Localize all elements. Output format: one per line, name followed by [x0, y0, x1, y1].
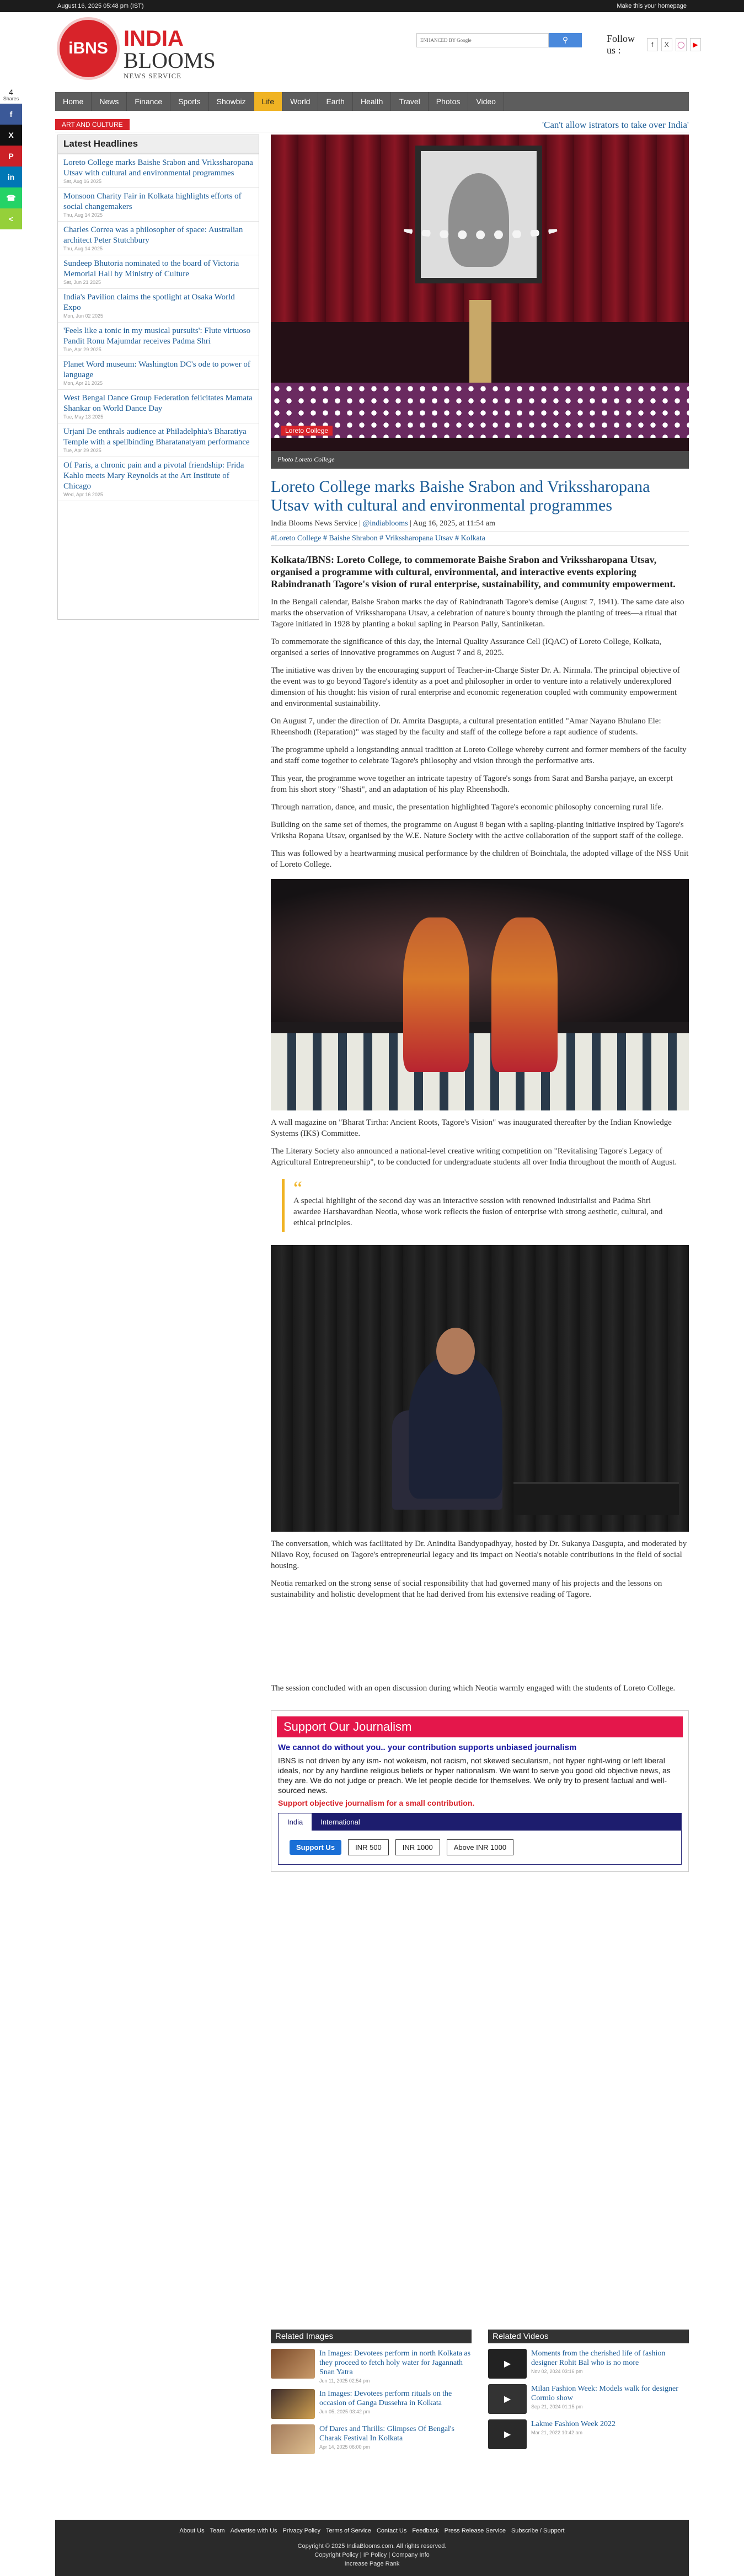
nav-item-health[interactable]: Health [353, 92, 391, 111]
headline-link[interactable]: Charles Correa was a philosopher of space: Australian architect Peter Stutchbury [63, 226, 243, 245]
payment-tabs [278, 1813, 682, 1865]
headline-date: Sat, Jun 21 2025 [63, 280, 101, 285]
closing-paragraph: The session concluded with an open discussion during which Neotia warmly engaged with the students of Loreto College. [271, 1684, 676, 1693]
article-lead: Kolkata/IBNS: Loreto College, to commemorate Baishe Srabon and Vrikssharopana Utsav, organised a programme with cultural, environmental, and interactive events exploring Rabindranath Tagore's vision of rural enterprise, sustainability, and community empowerment. [271, 554, 676, 589]
page-rank-link[interactable]: Increase Page Rank [344, 2561, 400, 2567]
dancer-left [403, 917, 469, 1072]
share-facebook-icon[interactable]: f [0, 104, 22, 125]
headline-link[interactable]: Monsoon Charity Fair in Kolkata highlights efforts of social changemakers [63, 192, 242, 211]
article-paragraph: The conversation, which was facilitated by Dr. Anindita Bandyopadhyay, hosted by Dr. Sukanya Dasgupta, and moderated by Nilavo Roy, focused on Tagore's entrepreneurial legacy and its impact on Neotia's notable contributions in the field of social housing. [271, 1539, 687, 1570]
hero-caption: Photo Loreto College [271, 451, 689, 469]
share-pinterest-icon[interactable]: P [0, 146, 22, 167]
stage-backdrop [271, 879, 689, 1022]
facebook-icon[interactable]: f [647, 38, 658, 51]
list-item[interactable] [58, 356, 259, 390]
footer-link[interactable]: Subscribe / Support [511, 2527, 565, 2534]
image-thumbnail[interactable] [271, 2389, 315, 2419]
byline-date: | Aug 16, 2025, at 11:54 am [410, 519, 495, 528]
brand-line1: INDIA [124, 26, 184, 51]
ticker-text[interactable]: 'Can't allow istrators to take over India' [542, 120, 689, 130]
headline-link[interactable]: India's Pavilion claims the spotlight at Osaka World Expo [63, 293, 235, 312]
sidebar-title: Latest Headlines [58, 135, 259, 154]
headline-date: Thu, Aug 14 2025 [63, 246, 103, 251]
headline-date: Tue, Apr 29 2025 [63, 347, 101, 352]
article-title: Loreto College marks Baishe Srabon and Vrikssharopana Utsav with cultural and environmental programmes [271, 477, 650, 514]
side-table [513, 1482, 679, 1515]
share-label: Shares [3, 96, 19, 101]
related-images-title: Related Images [271, 2330, 472, 2343]
news-ticker [55, 117, 689, 132]
footer-link[interactable]: Press Release Service [444, 2527, 506, 2534]
homepage-link[interactable]: Make this your homepage [617, 3, 687, 9]
date-text: August 16, 2025 05:48 pm (IST) [57, 3, 144, 9]
share-linkedin-icon[interactable]: in [0, 167, 22, 187]
list-item[interactable] [58, 289, 259, 323]
nav-item-life[interactable]: Life [254, 92, 283, 111]
support-body: IBNS is not driven by any ism- not wokeism, not racism, not skewed secularism, not hyper right-wing or left liberal ideals, nor by any hardline religious beliefs or hyper nationalism. We want to serve you good old objective news, as they are. We do not judge or preach. We let people decide for themselves. We only try to present factual and well-sourced news. [278, 1756, 671, 1795]
related-item[interactable] [271, 2389, 472, 2419]
amount-above-1000[interactable]: Above INR 1000 [447, 1839, 513, 1855]
list-item[interactable] [58, 255, 259, 289]
headline-link[interactable]: Sundeep Bhutoria nominated to the board of Victoria Memorial Hall by Ministry of Culture [63, 259, 239, 278]
footer-link[interactable]: Terms of Service [326, 2527, 371, 2534]
article-paragraph: On August 7, under the direction of Dr. Amrita Dasgupta, a cultural presentation entitled "Amar Nayano Bhulano Ele: Rheenshodh (Reparation)" was staged by the faculty and staff of the college before a rapt audience of students. [271, 717, 661, 737]
headline-date: Sat, Aug 16 2025 [63, 179, 102, 184]
article-paragraph: A wall magazine on "Bharat Tirtha: Ancient Roots, Tagore's Vision" was inaugurated thereafter by the Indian Knowledge Systems (IKS) Committee. [271, 1118, 672, 1138]
nav-item-travel[interactable]: Travel [391, 92, 428, 111]
follow-label: Follow us : [607, 33, 635, 56]
nav-item-video[interactable]: Video [468, 92, 504, 111]
footer-link[interactable]: Advertise with Us [230, 2527, 277, 2534]
speaker-image [271, 1245, 689, 1532]
footer-link[interactable]: Contact Us [376, 2527, 407, 2534]
dance-performance-image [271, 879, 689, 1110]
amount-1000[interactable]: INR 1000 [395, 1839, 440, 1855]
search-button[interactable] [549, 33, 582, 47]
dancer-right [491, 917, 558, 1072]
related-date: Jun 05, 2025 03:42 pm [319, 2409, 371, 2414]
video-thumbnail[interactable] [488, 2349, 527, 2379]
site-header [55, 17, 698, 88]
article-paragraph: The Literary Society also announced a national-level creative writing competition on "Revitalising Tagore's Legacy of Agricultural Entrepreneurship", to be conducted for undergraduate students all over India throughout the month of August. [271, 1147, 677, 1167]
related-title[interactable]: In Images: Devotees perform in north Kolkata as they proceed to fetch holy water for Jagannath Snan Yatra [319, 2349, 471, 2376]
headline-link[interactable]: Planet Word museum: Washington DC's ode to power of language [63, 360, 250, 379]
article-paragraph: The programme upheld a longstanding annual tradition at Loreto College whereby current and former members of the faculty and staff come together to celebrate Tagore's philosophy and vision through the performative arts. [271, 745, 687, 765]
article-paragraph: Building on the same set of themes, the programme on August 8 began with a sapling-planting initiative inspired by Tagore's Vriksha Ropana Utsav, organised by the W.E. Nature Society with the active collaboration of the support staff of the college. [271, 820, 684, 840]
related-videos [488, 2330, 689, 2449]
related-text [319, 2424, 472, 2454]
nav-item-finance[interactable]: Finance [127, 92, 170, 111]
byline-handle[interactable]: @indiablooms [362, 519, 408, 528]
portrait-frame [415, 146, 542, 283]
headline-date: Thu, Aug 14 2025 [63, 212, 103, 218]
headline-date: Wed, Apr 16 2025 [63, 492, 103, 497]
search-bar [416, 32, 582, 49]
related-title[interactable]: In Images: Devotees perform rituals on the occasion of Ganga Dussehra in Kolkata [319, 2390, 452, 2407]
speaker-head [436, 1328, 475, 1375]
brand-wordmark[interactable] [124, 28, 216, 80]
nav-item-news[interactable]: News [92, 92, 127, 111]
nav-item-earth[interactable]: Earth [318, 92, 352, 111]
garland [400, 217, 560, 239]
main-nav [55, 92, 689, 111]
article [271, 135, 689, 1872]
speaker [409, 1355, 502, 1499]
nav-item-home[interactable]: Home [55, 92, 92, 111]
related-images [271, 2330, 472, 2454]
share-x-icon[interactable]: X [0, 125, 22, 146]
brand-line2: BLOOMS [124, 48, 216, 73]
related-item[interactable] [271, 2424, 472, 2454]
list-item[interactable] [58, 323, 259, 356]
copyright-links[interactable]: Copyright Policy | IP Policy | Company Info [314, 2552, 430, 2558]
related-title[interactable]: Moments from the cherished life of fashion designer Rohit Bal who is no more [531, 2349, 666, 2367]
play-icon: ▶ [504, 2395, 511, 2404]
nav-item-showbiz[interactable]: Showbiz [209, 92, 254, 111]
headline-date: Tue, May 13 2025 [63, 414, 104, 420]
video-thumbnail[interactable] [488, 2419, 527, 2449]
list-item[interactable] [58, 222, 259, 255]
audience-singers [271, 1033, 689, 1110]
list-item[interactable] [58, 188, 259, 222]
play-icon: ▶ [504, 2359, 511, 2369]
pull-quote [282, 1179, 689, 1232]
image-thumbnail[interactable] [271, 2349, 315, 2379]
related-item[interactable] [488, 2384, 689, 2414]
support-us-button[interactable]: Support Us [290, 1840, 341, 1855]
headline-date: Mon, Jun 02 2025 [63, 313, 104, 319]
nav-item-sports[interactable]: Sports [170, 92, 208, 111]
support-subtitle: We cannot do without you.. your contribution supports unbiased journalism [278, 1743, 577, 1752]
related-item[interactable] [488, 2419, 689, 2449]
list-item[interactable] [58, 457, 259, 501]
site-logo[interactable]: iBNS [60, 20, 117, 77]
hero-image [271, 135, 689, 469]
headline-link[interactable]: Urjani De enthrals audience at Philadelphia's Bharatiya Temple with a spellbinding Bharatanatyam performance [63, 427, 250, 447]
video-thumbnail[interactable] [488, 2384, 527, 2414]
hero-tag[interactable]: Loreto College [281, 426, 333, 436]
list-item[interactable] [58, 154, 259, 188]
footer-link[interactable]: About Us [179, 2527, 205, 2534]
image-thumbnail[interactable] [271, 2424, 315, 2454]
related-date: Sep 21, 2024 01:15 pm [531, 2404, 583, 2409]
byline-source: India Blooms News Service | [271, 519, 361, 528]
brand-tagline: NEWS SERVICE [124, 72, 182, 80]
section-label[interactable]: ART AND CULTURE [55, 119, 130, 130]
byline [271, 519, 689, 528]
article-paragraph: The initiative was driven by the encouraging support of Teacher-in-Charge Sister Dr. A. Nirmala. The principal objective of the event was to go beyond Tagore's identity as a poet and philosopher in order to venture into a relatively underexplored dimension of his thought: his vision of rural enterprise and economic regeneration coupled with community empowerment and environmental sustainability. [271, 666, 680, 708]
tab-india[interactable]: India [279, 1813, 312, 1831]
article-paragraph: Neotia remarked on the strong sense of social responsibility that had governed many of his projects and the lessons on sustainability and holistic development that he had derived from his extensive reading of Tagore. [271, 1579, 662, 1599]
related-title[interactable]: Milan Fashion Week: Models walk for designer Cormio show [531, 2385, 678, 2402]
flower-decoration [271, 383, 689, 438]
instagram-icon[interactable]: ◯ [676, 38, 687, 51]
headline-date: Mon, Apr 21 2025 [63, 380, 103, 386]
article-paragraph: This was followed by a heartwarming musical performance by the children of Boinchtala, the adopted village of the NSS Unit of Loreto College. [271, 849, 689, 869]
site-footer [55, 2520, 689, 2576]
quote-mark-icon: “ [293, 1177, 302, 1199]
latest-headlines [57, 135, 259, 620]
search-icon: ⚲ [562, 36, 569, 45]
footer-link[interactable]: Feedback [412, 2527, 439, 2534]
quote-text: A special highlight of the second day was an interactive session with renowned industrialist and Padma Shri awardee Harshavardhan Neotia, whose work reflects the fusion of enterprise with strong aesthetic, cultural, and ethical principles. [293, 1196, 663, 1227]
copyright: Copyright © 2025 IndiaBlooms.com. All rights reserved. [297, 2543, 447, 2550]
list-item[interactable] [58, 423, 259, 457]
nav-item-photos[interactable]: Photos [429, 92, 469, 111]
headline-link[interactable]: Of Paris, a chronic pain and a pivotal friendship: Frida Kahlo meets Mary Reynolds at the Art Institute of Chicago [63, 461, 244, 491]
amount-500[interactable]: INR 500 [348, 1839, 389, 1855]
headline-date: Tue, Apr 29 2025 [63, 448, 101, 453]
related-title[interactable]: Of Dares and Thrills: Glimpses Of Bengal's Charak Festival In Kolkata [319, 2425, 454, 2443]
related-text [531, 2419, 615, 2449]
related-text [319, 2349, 472, 2384]
footer-link[interactable]: Team [210, 2527, 225, 2534]
headline-link[interactable]: Loreto College marks Baishe Srabon and Vrikssharopana Utsav with cultural and environmental programmes [63, 158, 253, 178]
article-paragraph: Through narration, dance, and music, the presentation highlighted Tagore's economic philosophy concerning rural life. [271, 803, 663, 812]
nav-item-world[interactable]: World [282, 92, 318, 111]
follow-us [607, 33, 701, 56]
article-paragraph: In the Bengali calendar, Baishe Srabon marks the day of Rabindranath Tagore's demise (August 7, 1941). The same date also marks the observation of Vrikssharopana Utsav, a celebration of nature's bounty through the planting of trees—a ritual that Tagore initiated in 1928 by planting a bokul sapling in Pearson Pally, Santiniketan. [271, 598, 684, 629]
related-date: Nov 02, 2024 03:16 pm [531, 2369, 583, 2374]
support-box [271, 1710, 689, 1872]
article-paragraph: This year, the programme wove together an intricate tapestry of Tagore's songs from Sarat and Barsha parjaye, an excerpt from his short story "Shasti", and an adaptation of his play Rheenshodh. [271, 774, 673, 794]
article-paragraph: To commemorate the significance of this day, the Internal Quality Assurance Cell (IQAC) of Loreto College, Kolkata, organised a series of innovative programmes on August 7 and 8, 2025. [271, 637, 662, 657]
share-count: 4 [9, 88, 13, 96]
play-icon: ▶ [504, 2430, 511, 2439]
share-whatsapp-icon[interactable]: ☎ [0, 187, 22, 208]
footer-link[interactable]: Privacy Policy [282, 2527, 321, 2534]
related-text [319, 2389, 472, 2419]
related-item[interactable] [271, 2349, 472, 2384]
related-date: Apr 14, 2025 06:00 pm [319, 2444, 370, 2450]
share-more-icon[interactable]: < [0, 208, 22, 229]
related-text [531, 2349, 689, 2379]
related-item[interactable] [488, 2349, 689, 2379]
share-bar [0, 88, 22, 229]
search-input[interactable]: ENHANCED BY Google [416, 33, 549, 47]
headline-link[interactable]: West Bengal Dance Group Federation felicitates Mamata Shankar on World Dance Day [63, 394, 253, 413]
youtube-icon[interactable]: ▶ [690, 38, 701, 51]
related-videos-title: Related Videos [488, 2330, 689, 2343]
support-cta: Support objective journalism for a small contribution. [278, 1799, 475, 1807]
related-title[interactable]: Lakme Fashion Week 2022 [531, 2420, 615, 2428]
related-date: Mar 21, 2022 10:42 am [531, 2430, 583, 2435]
x-icon[interactable]: X [661, 38, 672, 51]
related-text [531, 2384, 689, 2414]
headline-link[interactable]: 'Feels like a tonic in my musical pursuits': Flute virtuoso Pandit Ronu Majumdar receives Padma Shri [63, 326, 251, 346]
top-bar [0, 0, 744, 12]
tab-international[interactable]: International [320, 1818, 360, 1826]
support-title: Support Our Journalism [277, 1716, 683, 1737]
related-date: Jun 11, 2025 02:54 pm [319, 2378, 370, 2384]
article-tags[interactable]: #Loreto College # Baishe Shrabon # Vrikssharopana Utsav # Kolkata [271, 532, 689, 546]
list-item[interactable] [58, 390, 259, 423]
